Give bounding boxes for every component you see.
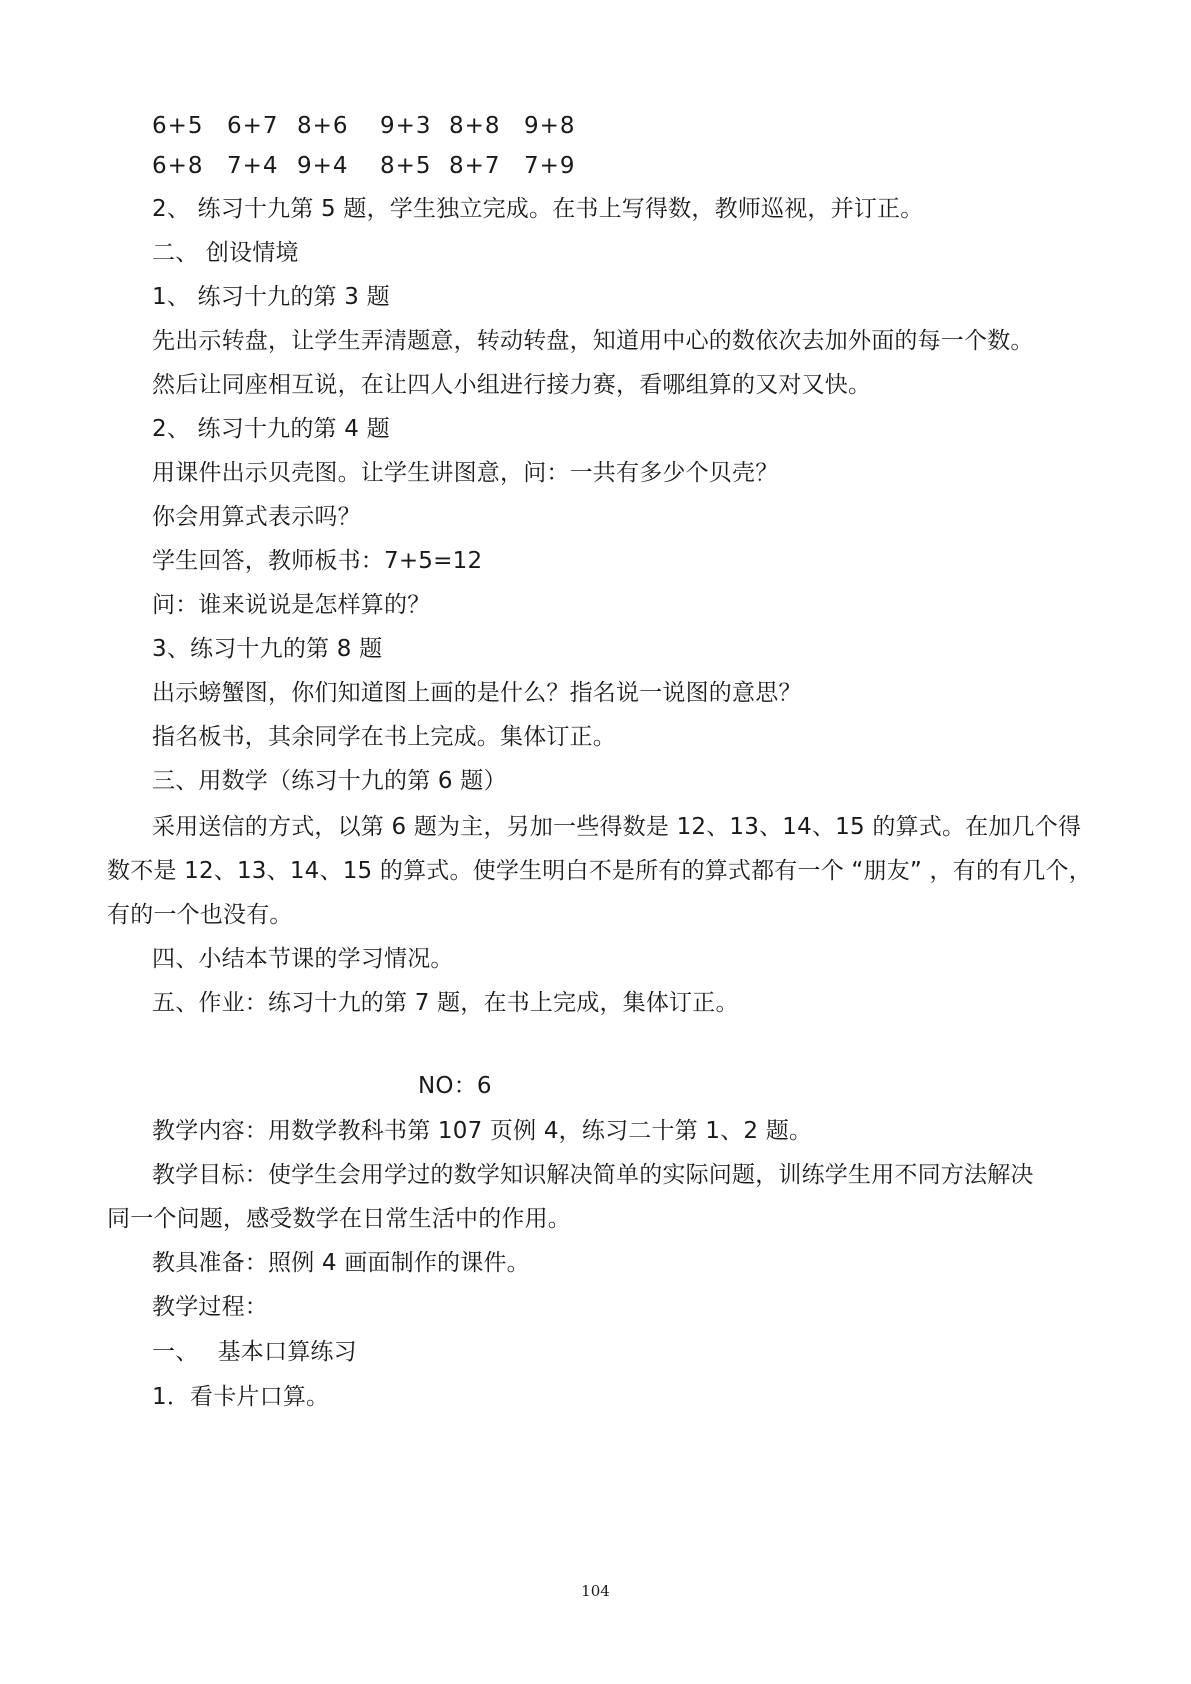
math-expression: 8+8 <box>449 113 501 139</box>
section-heading: 一、 基本口算练习 <box>152 1339 357 1365</box>
paragraph-line: 用课件出示贝壳图。让学生讲图意，问：一共有多少个贝壳？ <box>152 460 779 486</box>
paragraph-line: 教具准备：照例 4 画面制作的课件。 <box>152 1250 530 1276</box>
math-expression: 8+6 <box>297 113 349 139</box>
paragraph-line: 有的一个也没有。 <box>107 902 293 928</box>
paragraph-line: 你会用算式表示吗？ <box>152 504 361 530</box>
paragraph-line: 同一个问题，感受数学在日常生活中的作用。 <box>107 1206 571 1232</box>
math-expression: 7+9 <box>524 153 576 179</box>
math-expression: 8+7 <box>449 153 501 179</box>
paragraph-line: 先出示转盘，让学生弄清题意，转动转盘，知道用中心的数依次去加外面的每一个数。 <box>152 328 1034 354</box>
math-expression: 6+5 <box>152 113 204 139</box>
list-item: 3、练习十九的第 8 题 <box>152 636 383 662</box>
paragraph-line: 教学目标：使学生会用学过的数学知识解决简单的实际问题，训练学生用不同方法解决 <box>152 1162 1034 1188</box>
math-expression: 6+8 <box>152 153 204 179</box>
paragraph-line: 教学过程： <box>152 1294 268 1320</box>
paragraph-line: 指名板书，其余同学在书上完成。集体订正。 <box>152 724 616 750</box>
paragraph-line: 问：谁来说说是怎样算的？ <box>152 592 431 618</box>
paragraph-line: 数不是 12、13、14、15 的算式。使学生明白不是所有的算式都有一个 “朋友” ，有的有几个， <box>107 858 1092 884</box>
list-item: 2、 练习十九第 5 题，学生独立完成。在书上写得数，教师巡视，并订正。 <box>152 196 924 222</box>
paragraph-line: 出示螃蟹图，你们知道图上画的是什么？指名说一说图的意思？ <box>152 680 802 706</box>
lesson-number-heading: NO：6 <box>418 1073 492 1099</box>
section-heading: 五、作业：练习十九的第 7 题，在书上完成，集体订正。 <box>152 990 739 1016</box>
paragraph-line: 采用送信的方式，以第 6 题为主，另加一些得数是 12、13、14、15 的算式。在加几个得 <box>152 814 1082 840</box>
paragraph-line: 然后让同座相互说，在让四人小组进行接力赛，看哪组算的又对又快。 <box>152 372 872 398</box>
list-item: 1、 练习十九的第 3 题 <box>152 284 390 310</box>
math-row <box>0 151 1191 181</box>
paragraph-line: 学生回答，教师板书：7+5=12 <box>152 548 483 574</box>
math-expression: 9+8 <box>524 113 576 139</box>
section-heading: 三、用数学（练习十九的第 6 题） <box>152 768 507 794</box>
math-row <box>0 111 1191 141</box>
paragraph-line: 教学内容：用数学教科书第 107 页例 4，练习二十第 1、2 题。 <box>152 1118 813 1144</box>
section-heading: 二、 创设情境 <box>152 240 299 266</box>
page-number: 104 <box>581 1582 610 1600</box>
list-item: 1．看卡片口算。 <box>152 1384 330 1410</box>
math-expression: 8+5 <box>380 153 432 179</box>
math-expression: 9+3 <box>380 113 432 139</box>
math-expression: 9+4 <box>297 153 349 179</box>
math-expression: 6+7 <box>227 113 279 139</box>
math-expression: 7+4 <box>227 153 279 179</box>
section-heading: 四、小结本节课的学习情况。 <box>152 946 454 972</box>
list-item: 2、 练习十九的第 4 题 <box>152 416 390 442</box>
